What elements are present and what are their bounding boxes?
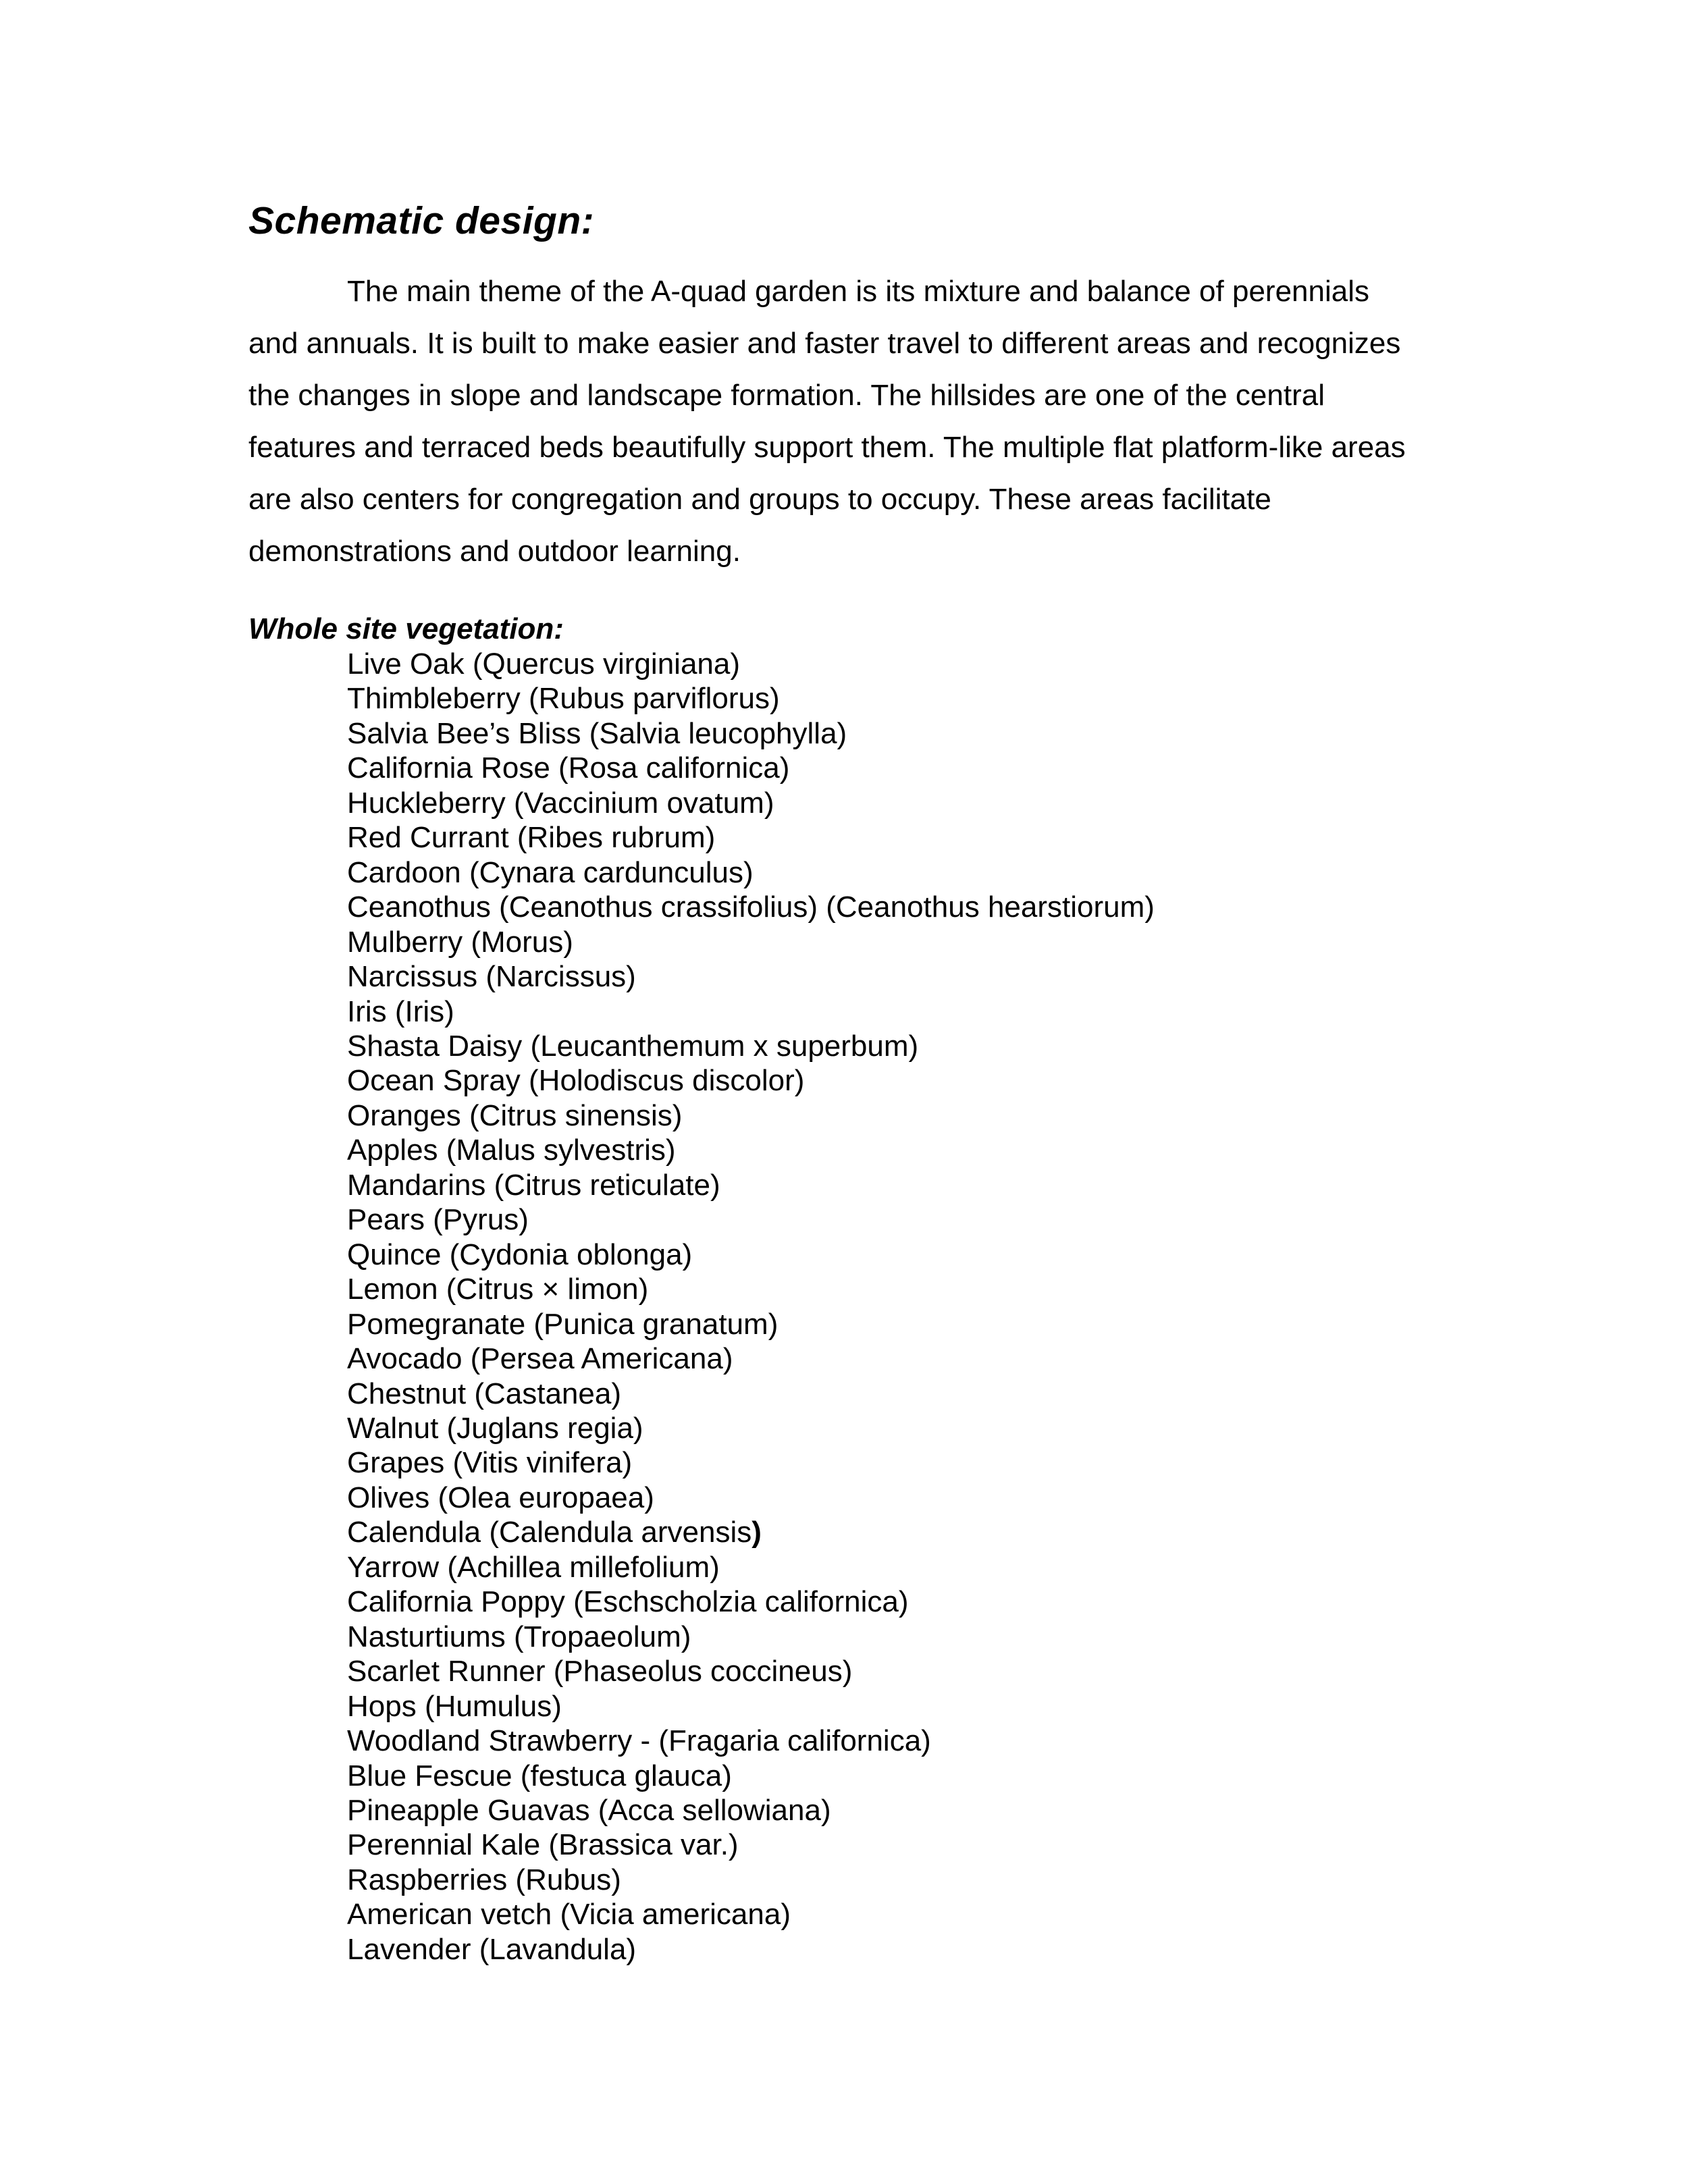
- plant-item: Live Oak (Quercus virginiana): [347, 647, 741, 681]
- plant-item: Hops (Humulus): [347, 1689, 562, 1723]
- plant-item: Lavender (Lavandula): [347, 1932, 637, 1966]
- plant-item: Apples (Malus sylvestris): [347, 1134, 676, 1167]
- plant-item: Pineapple Guavas (Acca sellowiana): [347, 1793, 831, 1827]
- plant-item: Cardoon (Cynara cardunculus): [347, 855, 754, 889]
- plant-item: Quince (Cydonia oblonga): [347, 1237, 693, 1271]
- plant-item: Red Currant (Ribes rubrum): [347, 821, 716, 855]
- plant-item: Shasta Daisy (Leucanthemum x superbum): [347, 1029, 919, 1063]
- plant-item: Thimbleberry (Rubus parviflorus): [347, 682, 780, 716]
- plant-item: Iris (Iris): [347, 994, 454, 1028]
- plant-item: Narcissus (Narcissus): [347, 960, 636, 994]
- plant-item: American vetch (Vicia americana): [347, 1898, 791, 1932]
- plant-item: Olives (Olea europaea): [347, 1481, 654, 1514]
- plant-item: California Rose (Rosa californica): [347, 751, 790, 785]
- plant-list: [347, 647, 1155, 1967]
- plant-item: Chestnut (Castanea): [347, 1377, 621, 1410]
- plant-item: Grapes (Vitis vinifera): [347, 1446, 633, 1480]
- bold-parenthesis: ): [751, 1516, 762, 1549]
- plant-item: Raspberries (Rubus): [347, 1863, 621, 1896]
- plant-item-calendula: [347, 1515, 1155, 1549]
- paragraph-line: and annuals. It is built to make easier and faster travel to different areas and recognizes: [248, 327, 1401, 360]
- plant-item: Ceanothus (Ceanothus crassifolius) (Ceanothus hearstiorum): [347, 890, 1155, 924]
- plant-item: Perennial Kale (Brassica var.): [347, 1828, 739, 1862]
- plant-item: Woodland Strawberry - (Fragaria californica): [347, 1724, 931, 1758]
- plant-item: Pomegranate (Punica granatum): [347, 1307, 779, 1341]
- plant-item: Pears (Pyrus): [347, 1203, 529, 1237]
- paragraph-line: demonstrations and outdoor learning.: [248, 535, 741, 568]
- plant-item: Walnut (Juglans regia): [347, 1411, 643, 1445]
- plant-item: Mandarins (Citrus reticulate): [347, 1168, 720, 1202]
- vegetation-subheading: Whole site vegetation:: [248, 612, 564, 645]
- paragraph-line: The main theme of the A-quad garden is its mixture and balance of perennials: [347, 275, 1370, 308]
- section-heading: Schematic design:: [248, 199, 595, 242]
- plant-item: Oranges (Citrus sinensis): [347, 1098, 683, 1132]
- paragraph-line: features and terraced beds beautifully support them. The multiple flat platform-like areas: [248, 431, 1406, 464]
- plant-item-text: Calendula (Calendula arvensis: [347, 1516, 752, 1549]
- plant-item: California Poppy (Eschscholzia californica): [347, 1585, 909, 1619]
- plant-item: Avocado (Persea Americana): [347, 1342, 733, 1376]
- paragraph-line: are also centers for congregation and groups to occupy. These areas facilitate: [248, 483, 1271, 516]
- plant-item: Lemon (Citrus × limon): [347, 1273, 649, 1306]
- plant-item: Huckleberry (Vaccinium ovatum): [347, 786, 774, 820]
- plant-item: Nasturtiums (Tropaeolum): [347, 1620, 691, 1653]
- plant-item: Salvia Bee’s Bliss (Salvia leucophylla): [347, 716, 847, 750]
- plant-item: Mulberry (Morus): [347, 925, 573, 959]
- paragraph-line: the changes in slope and landscape formation. The hillsides are one of the central: [248, 379, 1325, 412]
- plant-item: Scarlet Runner (Phaseolus coccineus): [347, 1655, 853, 1688]
- plant-item: Blue Fescue (festuca glauca): [347, 1759, 732, 1792]
- theme-paragraph: [248, 265, 1437, 577]
- plant-item: Yarrow (Achillea millefolium): [347, 1550, 720, 1584]
- plant-item: Ocean Spray (Holodiscus discolor): [347, 1064, 805, 1098]
